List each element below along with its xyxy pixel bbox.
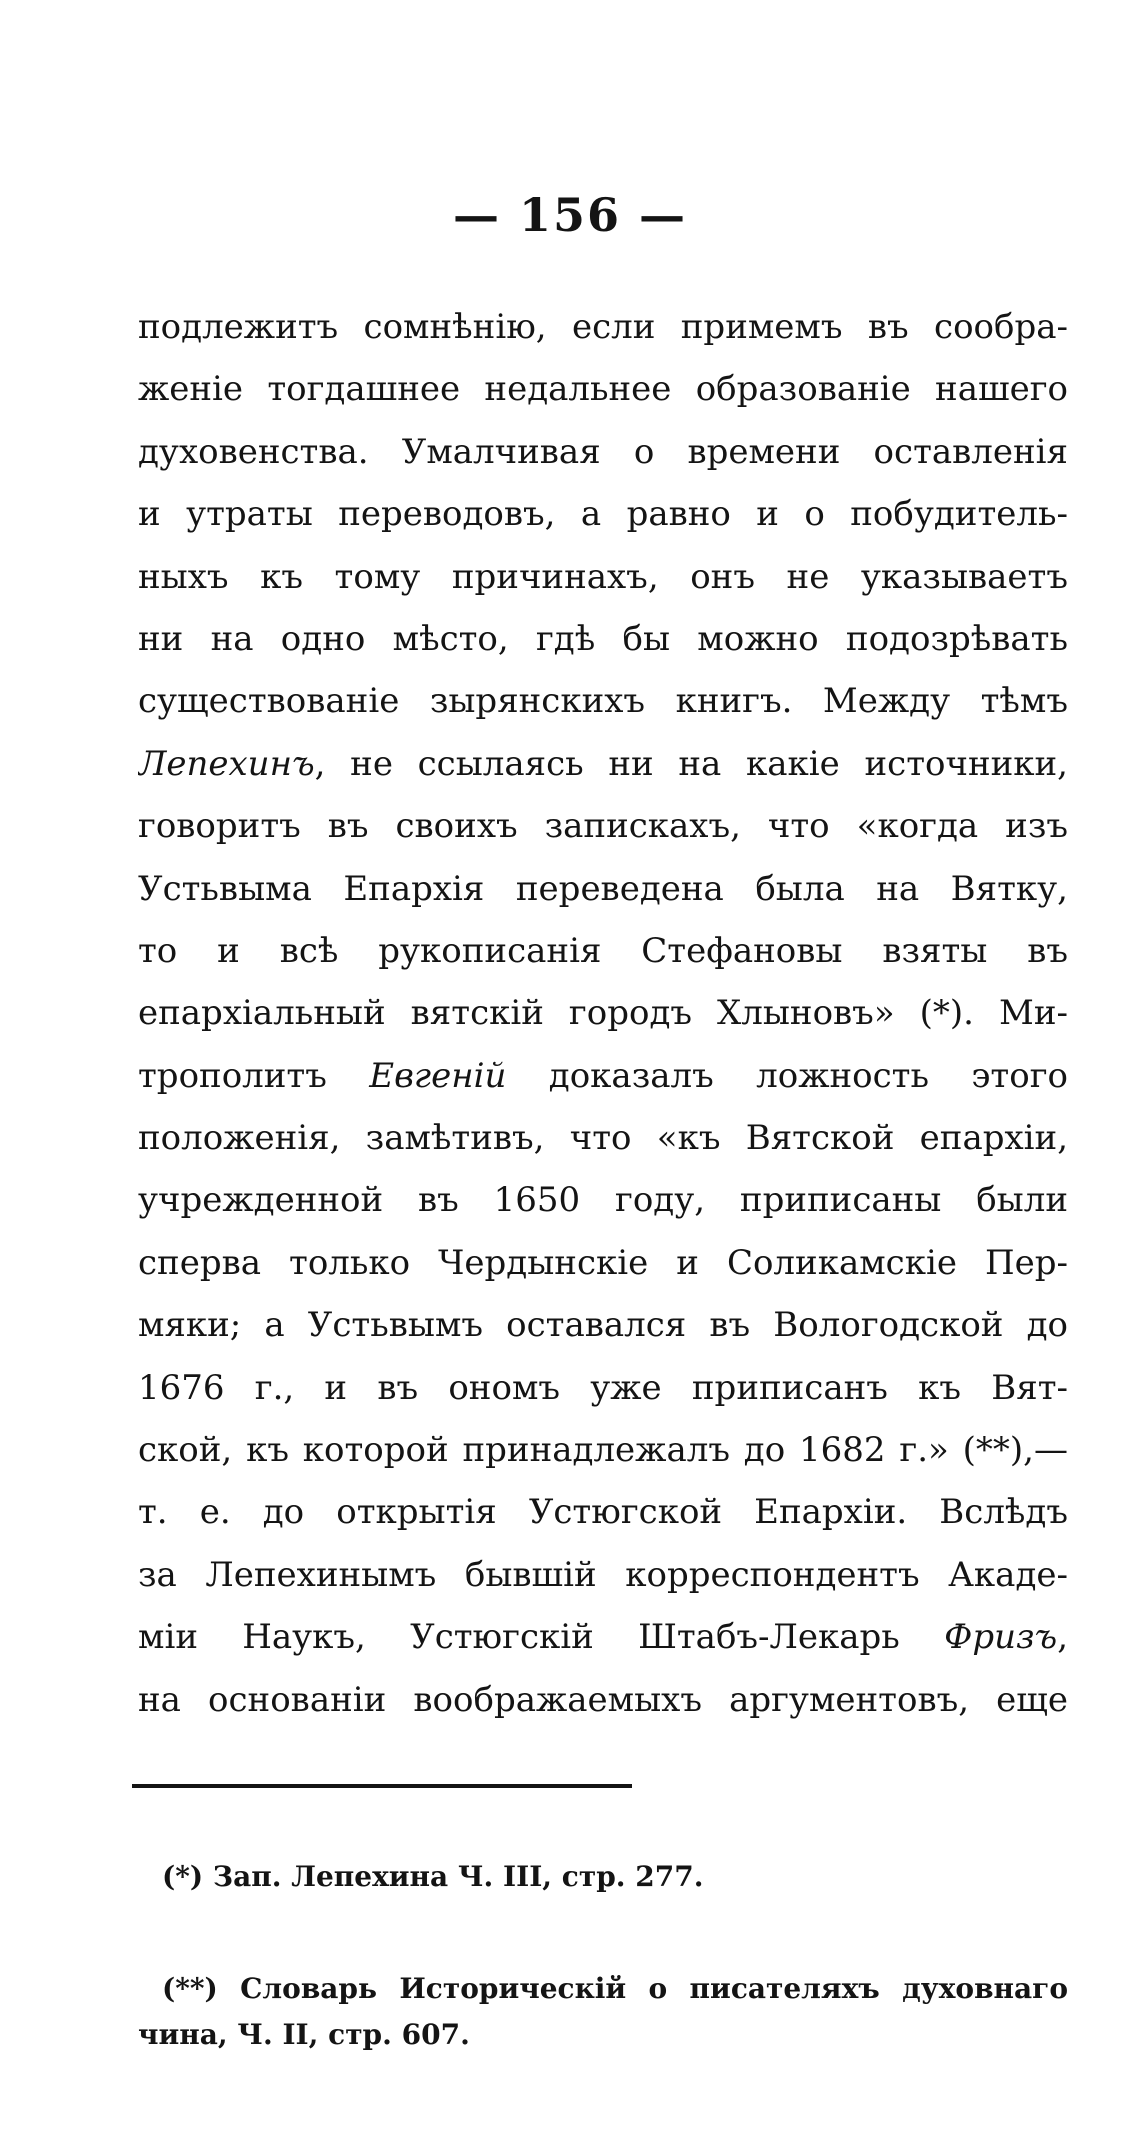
text-line: ныхъ къ тому причинахъ, онъ не указываетъ [138, 556, 1068, 597]
text-line: міи Наукъ, Устюгскій Штабъ-Лекарь Фризъ, [138, 1617, 1068, 1658]
footnote-2-line-1: (**) Словарь Историческій о писателяхъ духовнаго [162, 1972, 1068, 2005]
text-line: трополитъ Евгеній доказалъ ложность этого [138, 1055, 1068, 1096]
text-line: духовенства. Умалчивая о времени оставленія [138, 431, 1068, 472]
text-line: ской, къ которой принадлежалъ до 1682 г.» (**),— [138, 1430, 1068, 1471]
text-line: то и всѣ рукописанія Стефановы взяты въ [138, 930, 1068, 971]
page-number: — 156 — [452, 188, 688, 242]
text-line: подлежитъ сомнѣнію, если примемъ въ сообра- [138, 307, 1068, 347]
text-line: говоритъ въ своихъ запискахъ, что «когда изъ [138, 806, 1068, 847]
text-line: на основаніи воображаемыхъ аргументовъ, еще [138, 1679, 1068, 1720]
footnote-2-line-2: чина, Ч. II, стр. 607. [138, 2018, 470, 2051]
text-line: учрежденной въ 1650 году, приписаны были [138, 1180, 1068, 1221]
text-line: за Лепехинымъ бывшій корреспондентъ Акаде- [138, 1554, 1068, 1595]
text-line: женіе тогдашнее недальнее образованіе нашего [138, 369, 1068, 410]
text-line: епархіальный вятскій городъ Хлыновъ» (*). Ми- [138, 993, 1068, 1034]
text-line: 1676 г., и въ ономъ уже приписанъ къ Вят- [138, 1367, 1068, 1408]
main-text [138, 296, 1068, 1731]
text-line: положенія, замѣтивъ, что «къ Вятской епархіи, [138, 1118, 1068, 1159]
text-line: существованіе зырянскихъ книгъ. Между тѣмъ [138, 681, 1068, 722]
footnote-2 [138, 1966, 1068, 2058]
text-line: ни на одно мѣсто, гдѣ бы можно подозрѣвать [138, 618, 1068, 659]
text-line: сперва только Чердынскіе и Соликамскіе Пер- [138, 1242, 1068, 1283]
text-line: мяки; а Устьвымъ оставался въ Вологодской до [138, 1305, 1068, 1346]
footnote-1: (*) Зап. Лепехина Ч. III, стр. 277. [162, 1860, 704, 1893]
text-line: Устьвыма Епархія переведена была на Вятку, [138, 868, 1068, 909]
footnote-divider [132, 1784, 632, 1788]
text-line: и утраты переводовъ, а равно и о побудитель- [138, 494, 1068, 535]
text-line: Лепехинъ, не ссылаясь ни на какіе источники, [138, 743, 1068, 784]
text-line: т. е. до открытія Устюгской Епархіи. Вслѣдъ [138, 1492, 1068, 1533]
